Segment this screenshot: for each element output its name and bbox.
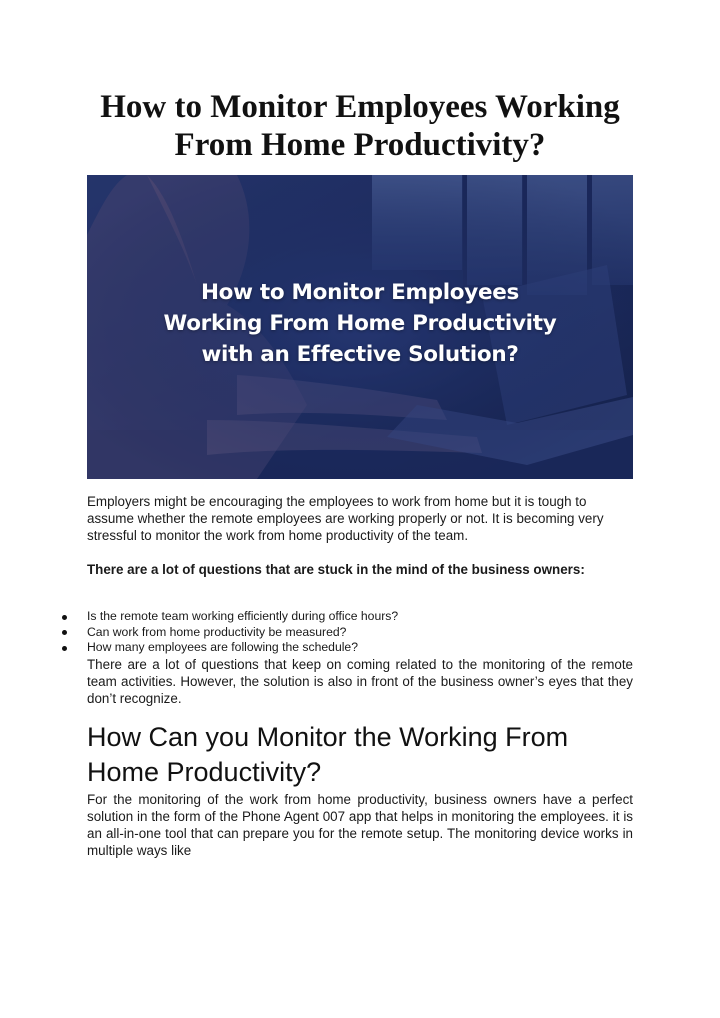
hero-image [87,175,633,479]
questions-list [61,609,398,656]
list-item [61,609,398,625]
questions-heading: There are a lot of questions that are stuck in the mind of the business owners: [87,562,585,577]
bullet-icon [62,646,67,651]
page-title: How to Monitor Employees Working From Home Productivity? [100,89,620,163]
hero-overlay-line: Working From Home Productivity [163,311,557,336]
hero-overlay-title [87,277,633,370]
section-heading: How Can you Monitor the Working From Home Productivity? [87,722,569,787]
bullet-icon [62,630,67,635]
hero-overlay-line: with an Effective Solution? [201,342,519,367]
bullet-icon [62,615,67,620]
hero-overlay-line: How to Monitor Employees [200,280,520,305]
intro-paragraph: Employers might be encouraging the employees to work from home but it is tough to assume whether the remote employees are working properly or not. It is becoming very stressful to monitor the work from home productivity of the team. [87,494,604,543]
questions-paragraph: There are a lot of questions that keep on coming related to the monitoring of the remote team activities. However, the solution is also in front of the business owner’s eyes that they don’t recognize. [87,657,633,706]
list-item-text: Can work from home productivity be measured? [87,624,347,639]
list-item [61,640,398,656]
list-item-text: How many employees are following the schedule? [87,640,358,654]
list-item-text: Is the remote team working efficiently during office hours? [87,609,399,623]
list-item [61,625,398,641]
section-paragraph: For the monitoring of the work from home productivity, business owners have a perfect solution in the form of the Phone Agent 007 app that helps in monitoring the employees. it is an all-in-one tool that can prepare you for the remote setup. The monitoring device works in multiple ways like [87,792,633,858]
